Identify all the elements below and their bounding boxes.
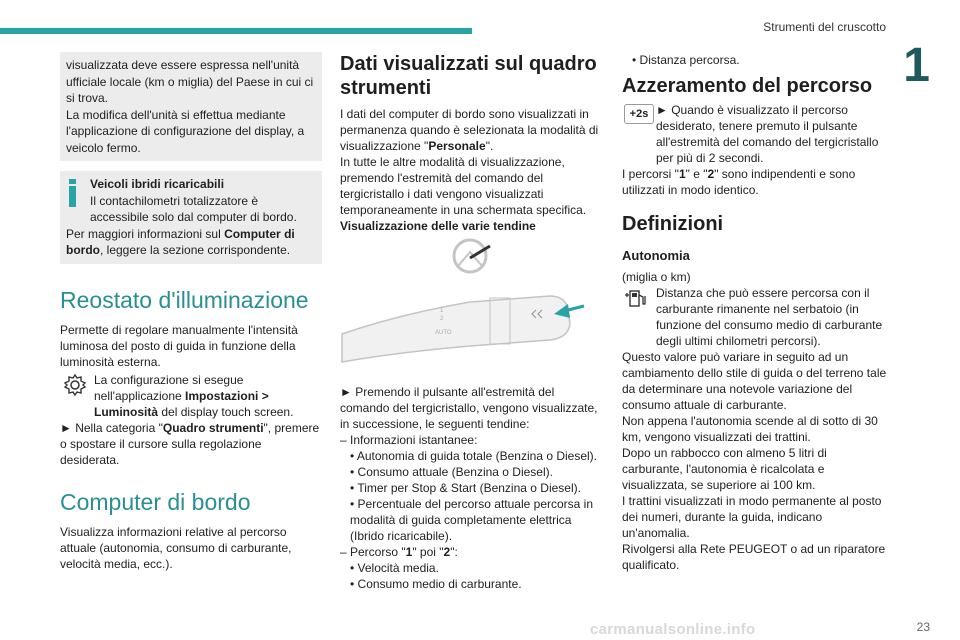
tendine-paragraph: ► Premendo il pulsante all'estremità del comando del tergicristallo, vengono visualizzate, in successione, le seguenti tendine: [340, 385, 598, 431]
heading-computer: Computer di bordo [60, 488, 251, 515]
note-box [60, 52, 322, 161]
header-accent-bar [0, 28, 472, 34]
step-paragraph: ► Nella categoria "Quadro strumenti", premere o spostare il cursore sulla regolazione desiderata. [60, 420, 320, 467]
info-text: Il contachilometri totalizzatore è accessibile solo dal computer di bordo. [90, 193, 297, 224]
dati-subtitle: Visualizzazione delle varie tendine [340, 219, 536, 233]
chapter-number: 1 [903, 39, 930, 92]
list-item: • Autonomia di guida totale (Benzina o Diesel). [350, 449, 598, 463]
heading-autonomia: Autonomia [622, 248, 690, 263]
heading-dati: Dati visualizzati sul quadro strumenti [340, 53, 597, 99]
def-paragraph: Dopo un rabbocco con almeno 5 litri di carburante, l'autonomia è ricalcolata e visualizzata, se superiore ai 100 km. [622, 446, 827, 492]
azzeramento-row: +2s ► Quando è visualizzato il percorso desiderato, tenere premuto il pulsante all'estremità del comando del tergicristallo per più di 2 secondi. [622, 102, 888, 166]
page-number: 23 [916, 620, 930, 634]
list-item: • Distanza percorsa. [632, 53, 740, 67]
list-item: • Timer per Stop & Start (Benzina o Diesel). [350, 481, 581, 495]
dati-paragraph-1: I dati del computer di bordo sono visualizzati in permanenza quando è selezionata la modalità di visualizzazione "Personale". [340, 107, 599, 153]
illus-label-auto: AUTO [435, 330, 452, 336]
section-title: Strumenti del cruscotto [763, 20, 886, 34]
info-box [60, 171, 322, 264]
def-paragraph: Rivolgersi alla Rete PEUGEOT o ad un riparatore qualificato. [622, 542, 886, 572]
column-middle [340, 52, 606, 592]
azzeramento-paragraph-2: I percorsi "1" e "2" sono indipendenti e sono utilizzati in modo identico. [622, 167, 856, 197]
column-left [60, 52, 322, 572]
note-text-2: La modifica dell'unità si effettua mediante l'applicazione di configurazione del display, a veicolo fermo. [66, 107, 305, 155]
def-paragraph: Questo valore può variare in seguito ad un cambiamento dello stile di guida o del terreno tale da determinare una notevole variazione del consumo attuale di carburante. [622, 350, 887, 412]
column-right [622, 52, 888, 573]
list-item: • Consumo medio di carburante. [350, 577, 522, 591]
list-item: • Velocità media. [350, 561, 439, 575]
illus-label-2: 2 [440, 316, 444, 322]
list-item: • Percentuale del percorso attuale percorsa in modalità di guida completamente elettrica (Ibrido ricaricabile). [350, 497, 594, 543]
autonomia-row: Distanza che può essere percorsa con il carburante rimanente nel serbatoio (in funzione del consumo medio di carburante degli ultimi chilometri percorsi). [622, 285, 888, 349]
computer-paragraph: Visualizza informazioni relative al percorso attuale (autonomia, consumo di carburante, velocità media, ecc.). [60, 524, 292, 571]
list-item: – Informazioni istantanee: [340, 433, 478, 447]
info-title: Veicoli ibridi ricaricabili [90, 177, 225, 191]
unit-text: (miglia o km) [622, 270, 691, 284]
watermark: carmanualsonline.info [590, 621, 756, 638]
def-paragraph: Non appena l'autonomia scende al di sotto di 30 km, vengono visualizzati dei trattini. [622, 414, 878, 444]
info-text-2: Per maggiori informazioni sul Computer di bordo, leggere la sezione corrispondente. [66, 226, 295, 257]
reostato-paragraph: Permette di regolare manualmente l'intensità luminosa del posto di guida in funzione della luminosità esterna. [60, 322, 298, 369]
dati-paragraph-2: In tutte le altre modalità di visualizzazione, premendo l'estremità del comando del tergicristallo i dati vengono visualizzati temporaneamente in una schermata specifica. [340, 155, 587, 217]
info-icon [69, 179, 77, 207]
note-text: visualizzata deve essere espressa nell'unità ufficiale locale (km o miglia) del Paese in cui ci si trova. [66, 58, 314, 105]
heading-azzeramento: Azzeramento del percorso [622, 75, 873, 97]
heading-reostato: Reostato d'illuminazione [60, 286, 309, 313]
wiper-stalk-illustration [340, 234, 606, 384]
plus-2s-icon: +2s [624, 104, 654, 126]
gear-icon [62, 372, 90, 400]
tendine-list [340, 432, 606, 592]
fuel-pump-icon [624, 285, 650, 311]
list-item-percorso: – Percorso "1" poi "2": [340, 545, 458, 559]
illus-label-1: 1 [440, 308, 444, 314]
list-item: • Consumo attuale (Benzina o Diesel). [350, 465, 553, 479]
def-paragraph: I trattini visualizzati in modo permanente al posto dei numeri, durante la guida, indicano un'anomalia. [622, 494, 882, 540]
config-row: La configurazione si esegue nell'applicazione Impostazioni > Luminosità del display touch screen. [60, 372, 322, 420]
heading-definizioni: Definizioni [622, 213, 724, 235]
